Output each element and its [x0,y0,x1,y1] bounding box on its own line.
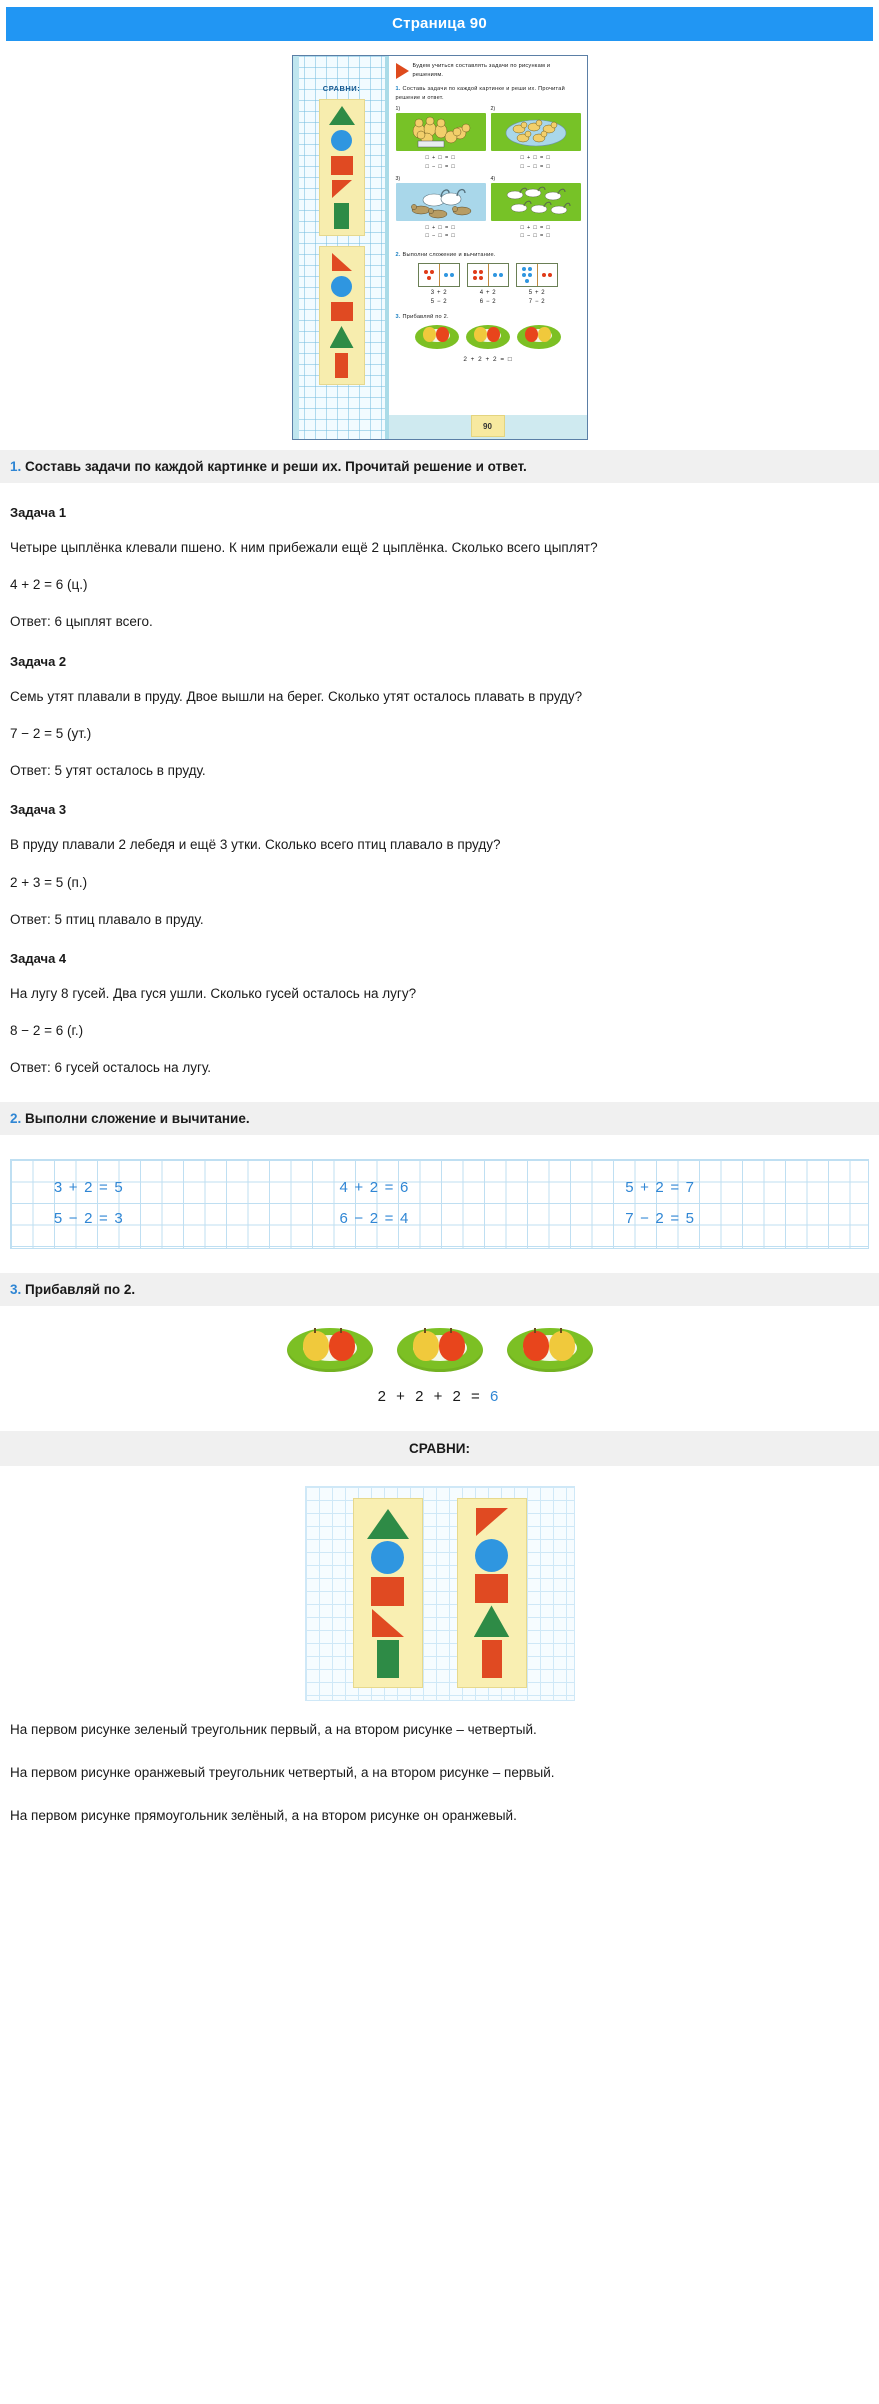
exercise-subtraction: 5 − 2 = 3 [53,1209,124,1227]
green-triangle-icon [474,1605,510,1637]
scan-task1-text: Составь задачи по каждой картинке и реши их. Прочитай решение и ответ. [395,86,566,101]
section1-body [0,505,879,1078]
page-root [0,7,879,1876]
orange-right-triangle-icon [372,1609,404,1637]
exercise-grid [10,1159,869,1249]
scan-left-column [293,56,389,439]
domino-tile [418,263,460,287]
pip-icon [522,267,526,271]
plate-with-apples [397,1328,483,1372]
exercise-subtraction: 7 − 2 = 5 [625,1209,696,1227]
page-title: Страница 90 [6,7,873,41]
green-rectangle-icon [377,1640,399,1678]
textbook-scan-image[interactable] [292,55,588,440]
blank-subtraction-equation: □ − □ = □ [520,233,551,240]
apple-stem-icon [560,1328,562,1333]
exercise-addition: 3 + 2 = 5 [53,1178,124,1196]
pip-icon [528,267,532,271]
problem-answer: Ответ: 5 утят осталось в пруду. [10,763,206,779]
section2-grid-container [0,1159,879,1249]
picture-label: 2) [490,105,496,112]
problem-text: Семь утят плавали в пруду. Двое вышли на берег. Сколько утят осталось плавать в пруду? [10,688,583,704]
pip-icon [479,270,483,274]
swans-picture [396,183,486,221]
problem-text: В пруду плавали 2 лебедя и ещё 3 утки. Сколько всего птиц плавало в пруду? [10,837,501,853]
problem-text: Четыре цыплёнка клевали пшено. К ним прибежали ещё 2 цыплёнка. Сколько всего цыплят? [10,540,598,555]
domino-row [396,263,581,287]
pip-icon [525,279,529,283]
domino-half-left [517,264,538,286]
domino-half-left [468,264,489,286]
domino-sums-row [396,289,581,307]
scan-intro [396,62,581,79]
section1-number: 1. [10,459,22,474]
domino-tile [467,263,509,287]
green-triangle-icon [367,1509,409,1539]
section1-heading [0,450,879,483]
pip-icon [427,276,431,280]
scan-sum-line: 2 + 2 + 2 = □ [463,355,513,363]
compare-line: На первом рисунке зеленый треугольник первый, а на втором рисунке – четвертый. [10,1721,537,1737]
domino-sum-cell [467,289,509,307]
blank-addition-equation: □ + □ = □ [520,154,551,161]
problem-answer: Ответ: 6 цыплят всего. [10,614,153,630]
pip-icon [450,273,454,277]
blank-subtraction-equation: □ − □ = □ [425,163,456,170]
domino-sum-sub: 5 − 2 [430,299,448,306]
scan-task3-text: Прибавляй по 2. [402,314,449,321]
apple-icon [436,327,449,342]
scan-right-column [389,56,587,439]
problem-solution: 4 + 2 = 6 (ц.) [10,577,88,593]
play-triangle-icon [396,63,409,79]
domino-sum-sub: 6 − 2 [479,299,497,306]
apple-stem-icon [450,1328,452,1333]
sum-result: 6 [489,1387,502,1405]
textbook-scan-container [0,41,879,450]
domino-sum-cell [418,289,460,307]
exercise-column [11,1173,297,1235]
section2-number: 2. [10,1110,22,1126]
compare-text-block [0,1707,879,1877]
domino-half-right [440,264,460,286]
picture-label: 3) [395,175,401,182]
pip-icon [528,273,532,277]
blue-circle-icon [331,130,352,151]
picture-label: 4) [490,175,496,182]
picture-label: 1) [395,105,401,112]
problem-text: На лугу 8 гусей. Два гуся ушли. Сколько гусей осталось на лугу? [10,985,417,1001]
section2-title: Выполни сложение и вычитание. [25,1110,250,1126]
blank-addition-equation: □ + □ = □ [425,154,456,161]
pip-icon [424,270,428,274]
scan-shape-card-2 [319,246,365,385]
section3-sum-line [0,1388,879,1405]
compare-card-1 [353,1498,423,1688]
scan-sravni-label: СРАВНИ: [322,84,361,93]
scan-equation-block [396,154,486,172]
section3-title: Прибавляй по 2. [25,1281,136,1297]
problem-answer: Ответ: 6 гусей осталось на лугу. [10,1060,212,1076]
problem-heading: Задача 3 [10,802,67,818]
blank-subtraction-equation: □ − □ = □ [425,233,456,240]
orange-square-icon [331,302,353,321]
problem-heading: Задача 1 [10,505,67,520]
orange-right-triangle-icon [332,180,352,198]
blue-circle-icon [371,1541,404,1574]
ducklings-picture [491,113,581,151]
exercise-addition: 5 + 2 = 7 [625,1178,696,1196]
scan-picture-cell [491,176,581,246]
problem-heading: Задача 4 [10,950,67,966]
plate-with-apples [466,325,510,349]
apple-icon [538,327,551,342]
chicks-illustration [396,113,486,151]
pip-icon [479,276,483,280]
scan-task3-number: 3. [395,314,401,321]
blank-addition-equation: □ + □ = □ [520,224,551,231]
sum-expression: 2 + 2 + 2 = [377,1387,490,1405]
pip-icon [522,273,526,277]
problem-solution: 7 − 2 = 5 (ут.) [10,725,92,741]
pip-icon [473,276,477,280]
blue-circle-icon [475,1539,508,1572]
exercise-column [582,1173,868,1235]
pip-icon [499,273,503,277]
apple-icon [303,1331,329,1361]
apple-icon [549,1331,575,1361]
pip-icon [493,273,497,277]
section3-number: 3. [10,1281,22,1297]
ducklings-illustration [491,113,581,151]
scan-picture-cell [491,106,581,176]
geese-illustration [491,183,581,221]
scan-task2-line [396,251,581,260]
scan-picture-cell [396,106,486,176]
scan-intro-text: Будем учиться составлять задачи по рисункам и решениям. [412,63,551,78]
compare-heading: СРАВНИ: [0,1431,879,1466]
scan-task1-line [396,85,581,102]
plate-with-apples [517,325,561,349]
apple-icon [413,1331,439,1361]
orange-square-icon [331,156,353,175]
plate-with-apples [287,1328,373,1372]
apple-icon [329,1331,355,1361]
geese-picture [491,183,581,221]
plate-with-apples [507,1328,593,1372]
apple-icon [523,1331,549,1361]
apple-icon [474,327,487,342]
apple-icon [423,327,436,342]
domino-half-right [538,264,558,286]
pip-icon [430,270,434,274]
scan-task3-line [396,313,581,322]
scan-task2-number: 2. [395,252,401,259]
pip-icon [473,270,477,274]
orange-right-triangle-icon [476,1508,508,1536]
exercise-subtraction: 6 − 2 = 4 [339,1209,410,1227]
chicks-picture [396,113,486,151]
orange-right-triangle-icon [332,253,352,271]
apple-stem-icon [534,1328,536,1333]
scan-page-number: 90 [471,415,505,437]
orange-square-icon [371,1577,404,1606]
apple-stem-icon [340,1328,342,1333]
orange-rectangle-icon [335,353,348,378]
orange-rectangle-icon [482,1640,502,1678]
domino-half-left [419,264,440,286]
scan-equation-block [396,224,486,242]
blank-subtraction-equation: □ − □ = □ [520,163,551,170]
scan-picture-row-2 [396,176,581,246]
domino-sum-add: 4 + 2 [479,290,497,297]
scan-picture-row-1 [396,106,581,176]
pip-icon [542,273,546,277]
problem-heading: Задача 2 [10,653,67,669]
scan-picture-cell [396,176,486,246]
apple-stem-icon [314,1328,316,1333]
domino-sum-add: 3 + 2 [430,290,448,297]
pip-icon [444,273,448,277]
scan-plates-row [396,325,581,349]
domino-sum-add: 5 + 2 [528,290,546,297]
apple-icon [525,327,538,342]
pip-icon [548,273,552,277]
exercise-column [297,1173,583,1235]
scan-shape-card-1 [319,99,365,236]
section1-title: Составь задачи по каждой картинке и реши их. Прочитай решение и ответ. [25,459,527,474]
green-triangle-icon [330,326,354,348]
domino-half-right [489,264,509,286]
scan-task1-number: 1. [395,86,401,93]
section2-heading [0,1102,879,1135]
problem-solution: 8 − 2 = 6 (г.) [10,1023,84,1039]
blank-addition-equation: □ + □ = □ [425,224,456,231]
section3-plates-row [0,1328,879,1372]
apple-icon [439,1331,465,1361]
scan-equation-block [491,224,581,242]
green-rectangle-icon [334,203,349,229]
green-triangle-icon [329,106,355,125]
domino-sum-sub: 7 − 2 [528,299,546,306]
problem-solution: 2 + 3 = 5 (п.) [10,874,88,890]
scan-task2-text: Выполни сложение и вычитание. [402,252,496,259]
plate-with-apples [415,325,459,349]
compare-line: На первом рисунке оранжевый треугольник четвертый, а на втором рисунке – первый. [10,1764,555,1780]
compare-figure-container [0,1466,879,1707]
compare-line: На первом рисунке прямоугольник зелёный, а на втором рисунке он оранжевый. [10,1808,517,1824]
domino-sum-cell [516,289,558,307]
orange-square-icon [475,1574,508,1603]
compare-grid [305,1486,575,1701]
section3-heading [0,1273,879,1306]
apple-stem-icon [424,1328,426,1333]
apple-icon [487,327,500,342]
domino-tile [516,263,558,287]
problem-answer: Ответ: 5 птиц плавало в пруду. [10,911,204,927]
exercise-addition: 4 + 2 = 6 [339,1178,410,1196]
compare-card-2 [457,1498,527,1688]
blue-circle-icon [331,276,352,297]
swans-illustration [396,183,486,221]
scan-equation-block [491,154,581,172]
